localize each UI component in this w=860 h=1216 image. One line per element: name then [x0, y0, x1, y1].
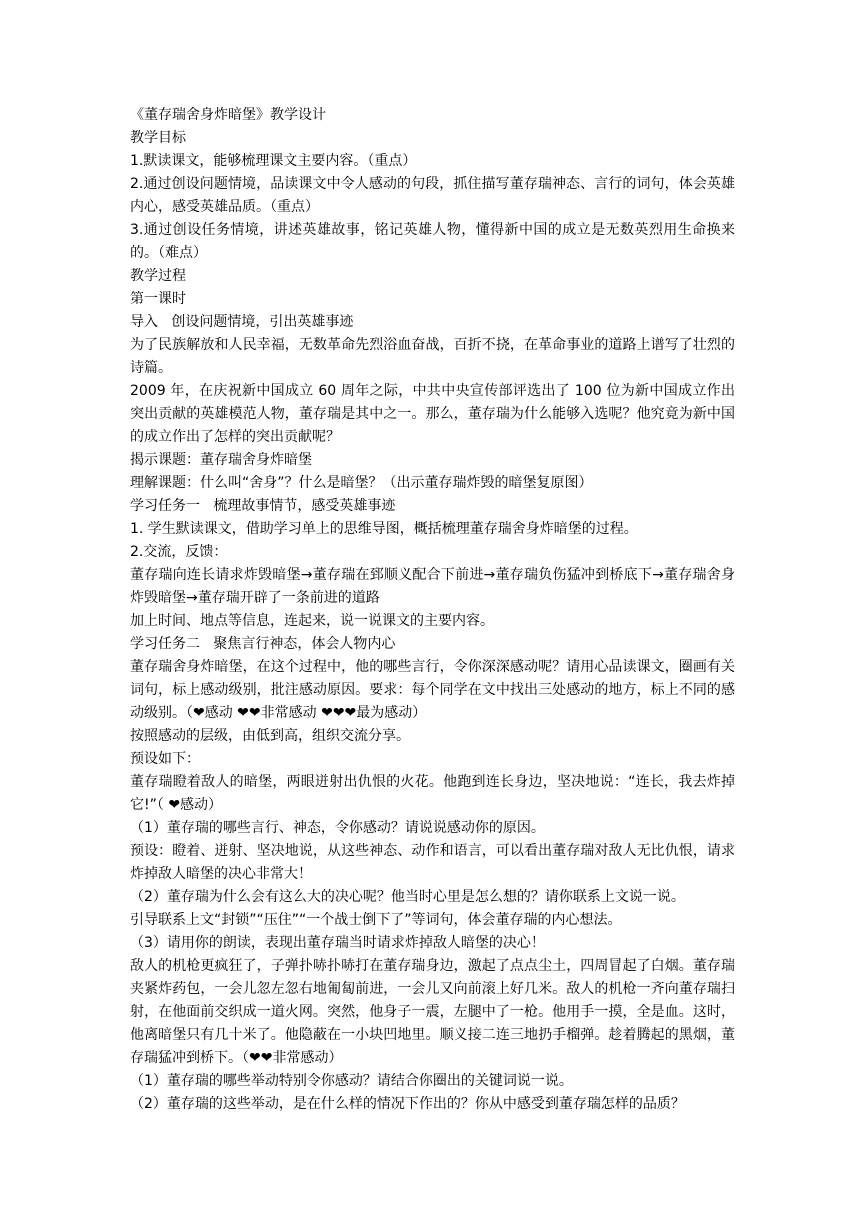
question-1-2: （2）董存瑞为什么会有这么大的决心呢？他当时心里是怎么想的？请你联系上文说一说。 — [130, 889, 685, 905]
intro-paragraph-1: 为了民族解放和人民幸福，无数革命先烈浴血奋战，百折不挠，在革命事业的道路上谱写了壮烈的诗篇。 — [130, 337, 735, 376]
objective-2: 2.通过创设问题情境，品读课文中令人感动的句段，抓住描写董存瑞神态、言行的词句，体会英雄内心，感受英雄品质。（重点） — [130, 176, 735, 215]
preset-label: 预设如下： — [130, 751, 200, 767]
task2-heading: 学习任务二 聚焦言行神态，体会人物内心 — [130, 636, 396, 652]
task1-step-2: 2.交流，反馈： — [130, 544, 228, 560]
intro-heading: 导入 创设问题情境，引出英雄事迹 — [130, 314, 354, 330]
task1-flow: 董存瑞向连长请求炸毁暗堡→董存瑞在郅顺义配合下前进→董存瑞负伤猛冲到桥底下→董存瑞舍身炸毁暗堡→董存瑞开辟了一条前进的道路 — [130, 567, 735, 606]
question-2-1: （1）董存瑞的哪些举动特别令你感动？请结合你圈出的关键词说一说。 — [130, 1073, 573, 1089]
intro-paragraph-2: 2009 年，在庆祝新中国成立 60 周年之际，中共中央宣传部评选出了 100 位为新中国成立作出突出贡献的英雄模范人物，董存瑞是其中之一。那么，董存瑞为什么能够入选呢？他究竟为新中国的成立作出了怎样的突出贡献呢？ — [130, 383, 735, 445]
task1-heading: 学习任务一 梳理故事情节，感受英雄事迹 — [130, 498, 396, 514]
document-page — [130, 104, 735, 1116]
task2-paragraph-2: 按照感动的层级，由低到高，组织交流分享。 — [130, 728, 410, 744]
reveal-topic: 揭示课题：董存瑞舍身炸暗堡 — [130, 452, 312, 468]
understand-topic: 理解课题：什么叫“舍身”？什么是暗堡？（出示董存瑞炸毁的暗堡复原图） — [130, 475, 593, 491]
question-1-answer: 预设：瞪着、迸射、坚决地说，从这些神态、动作和语言，可以看出董存瑞对敌人无比仇恨，请求炸掉敌人暗堡的决心非常大！ — [130, 843, 735, 882]
document-title: 《董存瑞舍身炸暗堡》教学设计 — [130, 107, 326, 123]
question-1-3: （3）请用你的朗读，表现出董存瑞当时请求炸掉敌人暗堡的决心！ — [130, 935, 545, 951]
process-heading: 教学过程 — [130, 268, 186, 284]
excerpt-2: 敌人的机枪更疯狂了，子弹扑哧扑哧打在董存瑞身边，激起了点点尘土，四周冒起了白烟。董存瑞夹紧炸药包，一会儿忽左忽右地匍匐前进，一会儿又向前滚上好几米。敌人的机枪一齐向董存瑞扫射，在他面前交织成一道火网。突然，他身子一震，左腿中了一枪。他用手一摸，全是血。这时，他离暗堡只有几十米了。他隐蔽在一小块凹地里。顺义接二连三地扔手榴弹。趁着腾起的黑烟，董存瑞猛冲到桥下。（❤❤非常感动） — [130, 958, 735, 1066]
question-1-1: （1）董存瑞的哪些言行、神态，令你感动？请说说感动你的原因。 — [130, 820, 545, 836]
question-1-guide: 引导联系上文“封锁”“压住”“一个战士倒下了”等词句，体会董存瑞的内心想法。 — [130, 912, 622, 928]
objectives-heading: 教学目标 — [130, 130, 186, 146]
objective-1: 1.默读课文，能够梳理课文主要内容。（重点） — [130, 153, 417, 169]
lesson-heading: 第一课时 — [130, 291, 186, 307]
question-2-2: （2）董存瑞的这些举动，是在什么样的情况下作出的？你从中感受到董存瑞怎样的品质？ — [130, 1096, 685, 1112]
task2-paragraph-1: 董存瑞舍身炸暗堡，在这个过程中，他的哪些言行，令你深深感动呢？请用心品读课文，圈画有关词句，标上感动级别，批注感动原因。要求：每个同学在文中找出三处感动的地方，标上不同的感动级别。（❤感动 ❤❤非常感动 ❤❤❤最为感动） — [130, 659, 735, 721]
task1-summary: 加上时间、地点等信息，连起来，说一说课文的主要内容。 — [130, 613, 494, 629]
task1-step-1: 1. 学生默读课文，借助学习单上的思维导图，概括梳理董存瑞舍身炸暗堡的过程。 — [130, 521, 638, 537]
excerpt-1: 董存瑞瞪着敌人的暗堡，两眼迸射出仇恨的火花。他跑到连长身边，坚决地说：“连长，我去炸掉它!”（ ❤感动） — [130, 774, 735, 813]
objective-3: 3.通过创设任务情境，讲述英雄故事，铭记英雄人物，懂得新中国的成立是无数英烈用生命换来的。（难点） — [130, 222, 735, 261]
